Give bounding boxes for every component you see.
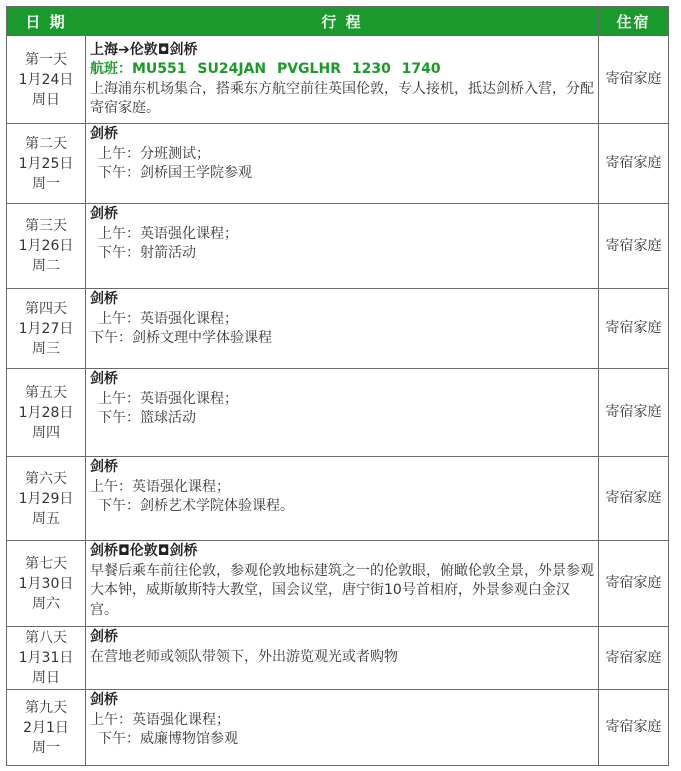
plan-cell	[86, 124, 599, 204]
date-cell	[7, 289, 86, 369]
table-row	[7, 690, 669, 766]
plan-line: 下午：威廉博物馆参观	[98, 731, 238, 747]
table-row	[7, 289, 669, 369]
stay-cell: 寄宿家庭	[599, 204, 669, 289]
plan-cell	[86, 690, 599, 766]
plan-line: 上午：英语强化课程；	[98, 390, 238, 407]
date-label: 1月27日	[18, 320, 74, 337]
date-label: 1月26日	[18, 238, 74, 254]
date-label: 1月24日	[18, 71, 74, 88]
plan-cell	[86, 457, 599, 541]
itinerary-table	[6, 6, 669, 766]
stay-cell: 寄宿家庭	[599, 369, 669, 457]
plan-line: 在营地老师或领队带领下，外出游览观光或者购物	[90, 648, 398, 665]
plan-cell	[86, 541, 599, 627]
date-cell	[7, 36, 86, 124]
weekday-label: 周一	[32, 739, 60, 756]
stay-cell: 寄宿家庭	[599, 690, 669, 766]
date-cell	[7, 690, 86, 766]
plan-line: 上午：分班测试；	[98, 145, 210, 162]
route-title: 剑桥◘伦敦◘剑桥	[90, 543, 198, 559]
table-row	[7, 457, 669, 541]
day-label: 第四天	[25, 300, 67, 317]
weekday-label: 周六	[32, 595, 60, 612]
day-label: 第九天	[25, 699, 67, 716]
day-label: 第五天	[25, 384, 67, 401]
table-row	[7, 204, 669, 289]
plan-line: 上午：英语强化课程；	[90, 711, 230, 728]
weekday-label: 周五	[32, 510, 60, 527]
route-title: 剑桥	[90, 459, 118, 475]
plan-line: 上海浦东机场集合，搭乘东方航空前往英国伦敦，专人接机，抵达剑桥入营，分配寄宿家庭。	[90, 80, 594, 116]
table-row	[7, 541, 669, 627]
weekday-label: 周日	[32, 670, 60, 686]
date-label: 1月28日	[18, 404, 74, 421]
date-label: 1月25日	[18, 155, 74, 172]
day-label: 第二天	[25, 135, 67, 152]
weekday-label: 周日	[32, 91, 60, 108]
header-itinerary: 行 程	[86, 7, 599, 36]
table-row	[7, 124, 669, 204]
header-date: 日 期	[7, 7, 86, 36]
day-label: 第一天	[25, 51, 67, 68]
plan-cell	[86, 627, 599, 690]
route-title: 剑桥	[90, 206, 118, 222]
stay-cell: 寄宿家庭	[599, 289, 669, 369]
plan-line: 上午：英语强化课程；	[90, 478, 230, 495]
route-title: 剑桥	[90, 692, 118, 708]
date-label: 1月31日	[18, 650, 74, 666]
plan-line: 下午：剑桥艺术学院体验课程。	[98, 498, 294, 514]
flight-info: 航班：MU551 SU24JAN PVGLHR 1230 1740	[90, 61, 441, 77]
day-label: 第七天	[25, 555, 67, 572]
date-cell	[7, 124, 86, 204]
stay-cell: 寄宿家庭	[599, 627, 669, 690]
date-cell	[7, 627, 86, 690]
day-label: 第三天	[25, 218, 67, 234]
plan-cell	[86, 204, 599, 289]
route-title: 剑桥	[90, 629, 118, 645]
weekday-label: 周四	[32, 424, 60, 441]
weekday-label: 周一	[32, 175, 60, 192]
date-label: 1月30日	[18, 575, 74, 592]
stay-cell: 寄宿家庭	[599, 124, 669, 204]
table-row	[7, 627, 669, 690]
date-cell	[7, 204, 86, 289]
header-stay: 住宿	[599, 7, 669, 36]
date-cell	[7, 541, 86, 627]
plan-line: 下午：剑桥国王学院参观	[98, 165, 252, 181]
stay-cell: 寄宿家庭	[599, 541, 669, 627]
table-row	[7, 36, 669, 124]
day-label: 第六天	[25, 470, 67, 487]
route-title: 上海➔伦敦◘剑桥	[90, 41, 198, 58]
stay-cell: 寄宿家庭	[599, 36, 669, 124]
table-row	[7, 369, 669, 457]
plan-line: 上午：英语强化课程；	[98, 225, 238, 242]
plan-cell	[86, 289, 599, 369]
route-title: 剑桥	[90, 291, 118, 307]
day-label: 第八天	[25, 630, 67, 646]
weekday-label: 周二	[32, 258, 60, 274]
plan-line: 下午：射箭活动	[98, 245, 196, 261]
weekday-label: 周三	[32, 340, 60, 357]
plan-line: 下午：篮球活动	[98, 410, 196, 426]
table-header	[7, 7, 669, 36]
date-label: 2月1日	[23, 719, 69, 736]
date-label: 1月29日	[18, 490, 74, 507]
plan-line: 早餐后乘车前往伦敦，参观伦敦地标建筑之一的伦敦眼，俯瞰伦敦全景，外景参观大本钟，威斯敏斯特大教堂，国会议堂，唐宁街10号首相府，外景参观白金汉宫。	[90, 562, 594, 618]
plan-cell	[86, 369, 599, 457]
date-cell	[7, 369, 86, 457]
plan-line: 下午：剑桥文理中学体验课程	[90, 330, 272, 346]
date-cell	[7, 457, 86, 541]
plan-line: 上午：英语强化课程；	[98, 310, 238, 327]
plan-cell	[86, 36, 599, 124]
stay-cell: 寄宿家庭	[599, 457, 669, 541]
route-title: 剑桥	[90, 126, 118, 142]
route-title: 剑桥	[90, 371, 118, 387]
